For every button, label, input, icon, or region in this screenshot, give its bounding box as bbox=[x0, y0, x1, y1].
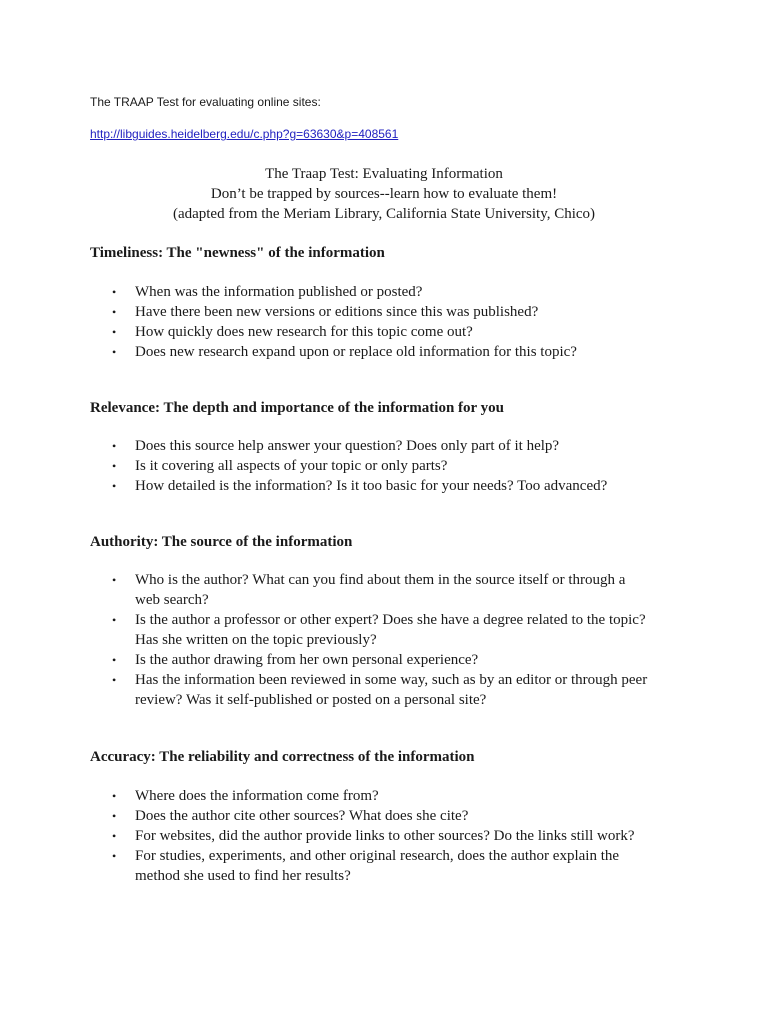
bullet-list-authority bbox=[90, 570, 650, 710]
list-item: • Does the author cite other sources? What does she cite? bbox=[112, 808, 469, 824]
bullet-icon: • bbox=[112, 653, 117, 667]
bullet-icon: • bbox=[112, 809, 117, 823]
document-subtitle: Don’t be trapped by sources--learn how to evaluate them! bbox=[210, 186, 558, 202]
list-item: • Is the author drawing from her own personal experience? bbox=[112, 652, 479, 668]
bullet-icon: • bbox=[112, 439, 117, 453]
list-item: • Is the author a professor or other expert? Does she have a degree related to the topic? Has she written on the topic previously? bbox=[112, 612, 646, 648]
list-item: • Is it covering all aspects of your topic or only parts? bbox=[112, 458, 448, 474]
bullet-icon: • bbox=[112, 789, 117, 803]
section-heading-relevance: Relevance: The depth and importance of the information for you bbox=[90, 400, 505, 416]
title-block bbox=[90, 164, 678, 224]
bullet-icon: • bbox=[112, 673, 117, 687]
section-heading-timeliness: Timeliness: The "newness" of the information bbox=[90, 245, 385, 261]
list-item: • Does new research expand upon or replace old information for this topic? bbox=[112, 344, 577, 360]
list-item: • Does this source help answer your question? Does only part of it help? bbox=[112, 438, 560, 454]
list-item: • When was the information published or posted? bbox=[112, 284, 423, 300]
bullet-icon: • bbox=[112, 849, 117, 863]
bullet-icon: • bbox=[112, 285, 117, 299]
section-heading-authority: Authority: The source of the information bbox=[90, 534, 353, 550]
bullet-icon: • bbox=[112, 613, 117, 627]
bullet-icon: • bbox=[112, 459, 117, 473]
list-item: • How quickly does new research for this topic come out? bbox=[112, 324, 473, 340]
document-title: The Traap Test: Evaluating Information bbox=[265, 166, 503, 182]
section-heading-accuracy: Accuracy: The reliability and correctness of the information bbox=[90, 749, 475, 765]
intro-text: The TRAAP Test for evaluating online sites: bbox=[90, 95, 321, 109]
bullet-icon: • bbox=[112, 573, 117, 587]
list-item: • Has the information been reviewed in some way, such as by an editor or through peer review? Was it self-published or posted on a personal site? bbox=[112, 672, 648, 708]
bullet-icon: • bbox=[112, 325, 117, 339]
bullet-list-accuracy bbox=[90, 786, 650, 886]
bullet-icon: • bbox=[112, 345, 117, 359]
list-item: • For websites, did the author provide links to other sources? Do the links still work? bbox=[112, 828, 635, 844]
list-item: • How detailed is the information? Is it too basic for your needs? Too advanced? bbox=[112, 478, 608, 494]
source-link[interactable]: http://libguides.heidelberg.edu/c.php?g=63630&p=408561 bbox=[90, 127, 399, 141]
bullet-icon: • bbox=[112, 829, 117, 843]
list-item: • Who is the author? What can you find about them in the source itself or through a web search? bbox=[112, 572, 626, 608]
list-item: • Where does the information come from? bbox=[112, 788, 379, 804]
document-attribution: (adapted from the Meriam Library, California State University, Chico) bbox=[172, 206, 596, 222]
bullet-icon: • bbox=[112, 479, 117, 493]
list-item: • Have there been new versions or editions since this was published? bbox=[112, 304, 539, 320]
list-item: • For studies, experiments, and other original research, does the author explain the method she used to find her results? bbox=[112, 848, 620, 884]
bullet-list-timeliness bbox=[90, 282, 690, 362]
bullet-list-relevance bbox=[90, 436, 690, 496]
bullet-icon: • bbox=[112, 305, 117, 319]
